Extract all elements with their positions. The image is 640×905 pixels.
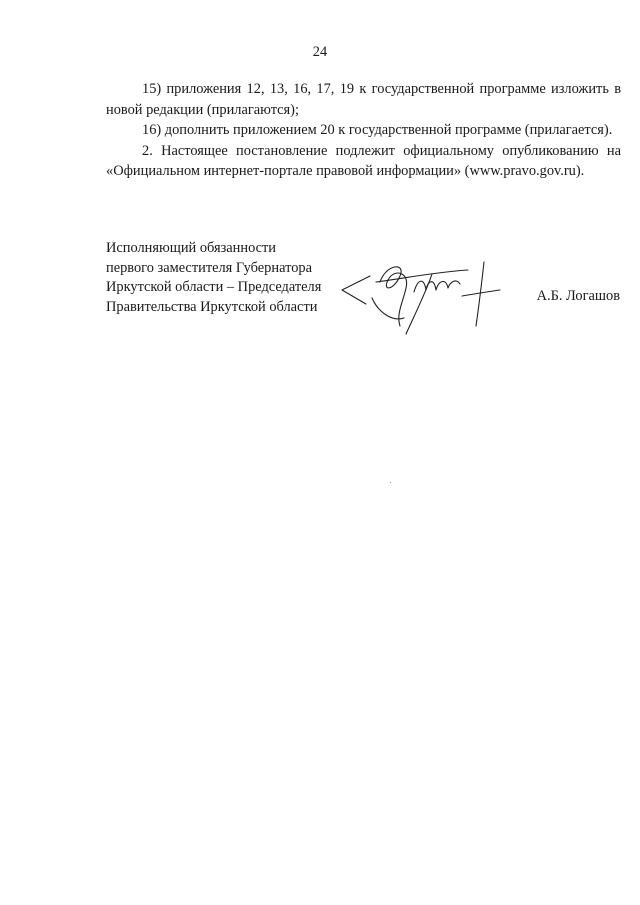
scan-speck (390, 482, 391, 483)
paragraph-item-15: 15) приложения 12, 13, 16, 17, 19 к государственной программе изложить в новой редакции (прилагаются); (106, 81, 621, 118)
paragraph-publication: 2. Настоящее постановление подлежит официальному опубликованию на «Официальном интернет-портале правовой информации» (www.pravo.gov.ru). (106, 142, 621, 179)
handwritten-signature-icon (336, 252, 516, 338)
signatory-title (106, 239, 321, 317)
signatory-title-line: Исполняющий обязанности (106, 240, 277, 256)
signer-name: А.Б. Логашов (536, 288, 620, 304)
page-number: 24 (312, 44, 328, 60)
document-body (106, 79, 621, 182)
signatory-title-line: Иркутской области – Председателя (106, 279, 322, 295)
signatory-title-line: Правительства Иркутской области (106, 298, 318, 315)
signatory-title-line: первого заместителя Губернатора (106, 259, 312, 276)
paragraph-item-16: 16) дополнить приложением 20 к государственной программе (прилагается). (142, 122, 613, 138)
